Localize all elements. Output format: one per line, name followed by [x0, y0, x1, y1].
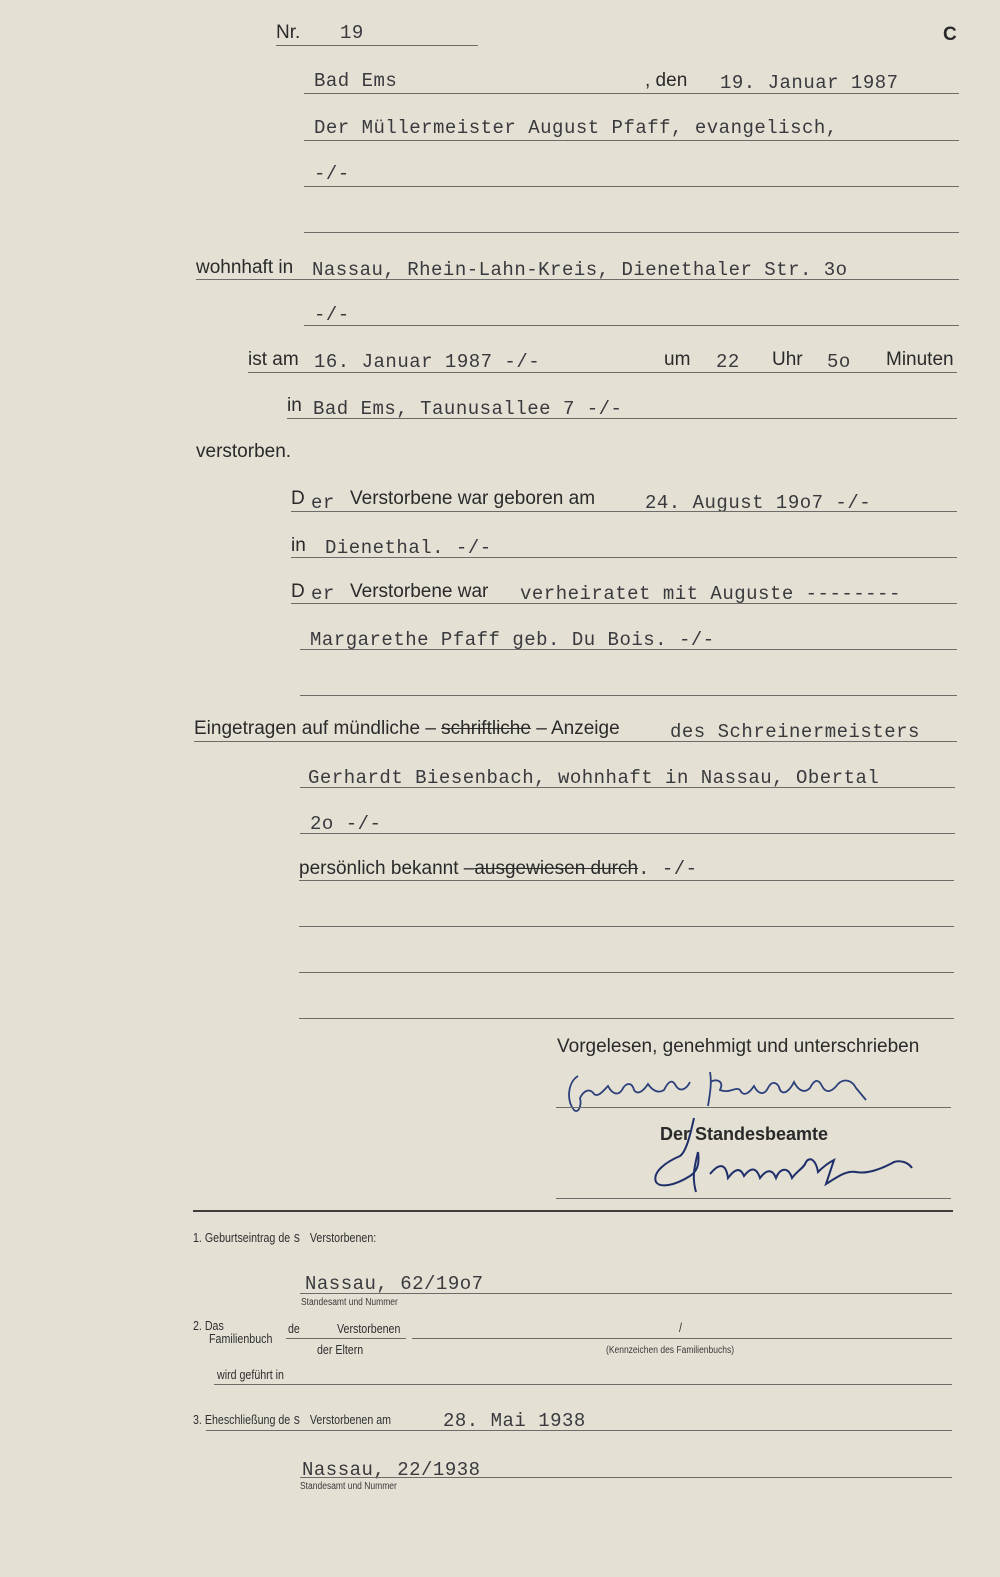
- death-date-label: ist am: [248, 349, 299, 370]
- rule-9: [299, 880, 954, 881]
- married-label: Verstorbene war: [350, 581, 489, 602]
- family-book-verstorbenen: Verstorbenen: [337, 1321, 401, 1336]
- family-book-rule-a: [286, 1338, 406, 1339]
- uhr-label: Uhr: [772, 349, 803, 370]
- marriage-line: [206, 1430, 952, 1431]
- deceased-line2: -/-: [314, 163, 350, 185]
- den-label: , den: [645, 70, 688, 91]
- registrar-title: Der Standesbeamte: [660, 1124, 829, 1144]
- marriage-place: Nassau, 22/1938: [302, 1459, 481, 1481]
- born-label: Verstorbene war geboren am: [350, 488, 596, 509]
- family-book-rule-b: [412, 1338, 952, 1339]
- family-book-slash: /: [679, 1320, 682, 1335]
- born-line: [291, 511, 957, 512]
- born-typed: er: [311, 492, 335, 514]
- born-date: 24. August 19o7 -/-: [645, 492, 872, 514]
- known-end: . -/-: [638, 858, 698, 880]
- standesamt-nummer-2: Standesamt und Nummer: [300, 1481, 397, 1492]
- read-approved-text: Vorgelesen, genehmigt und unterschrieben: [557, 1036, 920, 1057]
- known-struck: ausgewiesen durch: [474, 858, 639, 879]
- birth-place: Dienethal. -/-: [325, 537, 492, 559]
- registration-line: [194, 741, 957, 742]
- birth-entry-value: Nassau, 62/19o7: [305, 1273, 484, 1295]
- family-book-label: Familienbuch: [209, 1331, 273, 1346]
- place-date-line: [304, 93, 959, 94]
- rule-8: [300, 833, 955, 834]
- death-place-label: in: [287, 395, 302, 416]
- footer-separator: [193, 1210, 953, 1212]
- birth-place-label: in: [291, 535, 306, 556]
- rule-11: [299, 972, 954, 973]
- marriage-place-line: [300, 1477, 952, 1478]
- residence-value: Nassau, Rhein-Lahn-Kreis, Dienethaler Str. 3o: [312, 259, 848, 281]
- known-label: [299, 858, 698, 880]
- rule-10: [299, 926, 954, 927]
- marriage-date: 28. Mai 1938: [443, 1410, 586, 1432]
- marriage-s: s: [293, 1412, 301, 1429]
- married-to: verheiratet mit Auguste --------: [520, 583, 901, 605]
- residence-line: [196, 279, 959, 280]
- registrar-signature-line: [556, 1198, 951, 1199]
- registrar-signature: [650, 1112, 930, 1202]
- rule-6: [300, 695, 957, 696]
- family-book-kennzeichen: (Kennzeichen des Familienbuchs): [606, 1345, 735, 1356]
- married-line: [291, 603, 957, 604]
- um-label: um: [664, 349, 691, 370]
- family-book-num: 2. Das: [193, 1318, 224, 1333]
- marriage-label-text: 3. Eheschließung de: [193, 1412, 291, 1427]
- birth-entry-suffix: Verstorbenen:: [309, 1230, 377, 1245]
- nr-label: Nr.: [276, 22, 301, 43]
- birth-entry-label: [193, 1230, 376, 1247]
- marriage-suffix: Verstorbenen am: [309, 1412, 392, 1427]
- nr-value: 19: [340, 22, 364, 44]
- informant: des Schreinermeisters: [670, 721, 920, 743]
- married-typed: er: [311, 583, 335, 605]
- registration-label: [194, 718, 620, 740]
- death-hour: 22: [716, 351, 740, 373]
- rule-1: [304, 140, 959, 141]
- informant-line2: Gerhardt Biesenbach, wohnhaft in Nassau, Obertal: [308, 767, 880, 789]
- rule-4: [304, 325, 959, 326]
- minuten-label: Minuten: [886, 349, 954, 370]
- birth-place-line: [291, 557, 957, 558]
- death-date-line: [248, 372, 957, 373]
- series-letter: C: [943, 24, 957, 45]
- married-to-cont: Margarethe Pfaff geb. Du Bois. -/-: [310, 629, 715, 651]
- registration-struck: schriftliche: [441, 718, 531, 739]
- informant-signature-line: [556, 1107, 951, 1108]
- birth-entry-label-text: 1. Geburtseintrag de: [193, 1230, 291, 1245]
- rule-12: [299, 1018, 954, 1019]
- registration-label-start: Eingetragen auf mündliche –: [194, 718, 436, 739]
- rule-7: [300, 787, 955, 788]
- nr-line: [276, 45, 478, 46]
- residence-label: wohnhaft in: [196, 257, 294, 278]
- death-place-line: [287, 418, 957, 419]
- rule-2: [304, 186, 959, 187]
- verstorben-label: verstorben.: [196, 441, 292, 462]
- death-minutes: 5o: [827, 351, 851, 373]
- family-book-eltern: der Eltern: [317, 1342, 364, 1357]
- rule-3: [304, 232, 959, 233]
- birth-entry-line: [300, 1293, 952, 1294]
- informant-signature: [560, 1060, 890, 1120]
- rule-5: [300, 649, 957, 650]
- residence-cont: -/-: [314, 304, 350, 326]
- married-prefix: D: [291, 581, 305, 602]
- death-place: Bad Ems, Taunusallee 7 -/-: [313, 398, 623, 420]
- family-book-de: de: [288, 1321, 300, 1336]
- family-book-gefuehrt: wird geführt in: [217, 1367, 284, 1382]
- informant-line3: 2o -/-: [310, 813, 382, 835]
- family-book-line: [214, 1384, 952, 1385]
- registration-label-end: – Anzeige: [536, 718, 620, 739]
- record-place: Bad Ems: [314, 70, 398, 92]
- marriage-label: [193, 1412, 391, 1429]
- birth-entry-s: s: [293, 1230, 301, 1247]
- standesamt-nummer-1: Standesamt und Nummer: [301, 1297, 398, 1308]
- deceased-name-line: Der Müllermeister August Pfaff, evangelisch,: [314, 117, 838, 139]
- death-date: 16. Januar 1987 -/-: [314, 351, 541, 373]
- born-prefix: D: [291, 488, 305, 509]
- record-date: 19. Januar 1987: [720, 72, 899, 94]
- known-label-start: persönlich bekannt –: [299, 858, 475, 879]
